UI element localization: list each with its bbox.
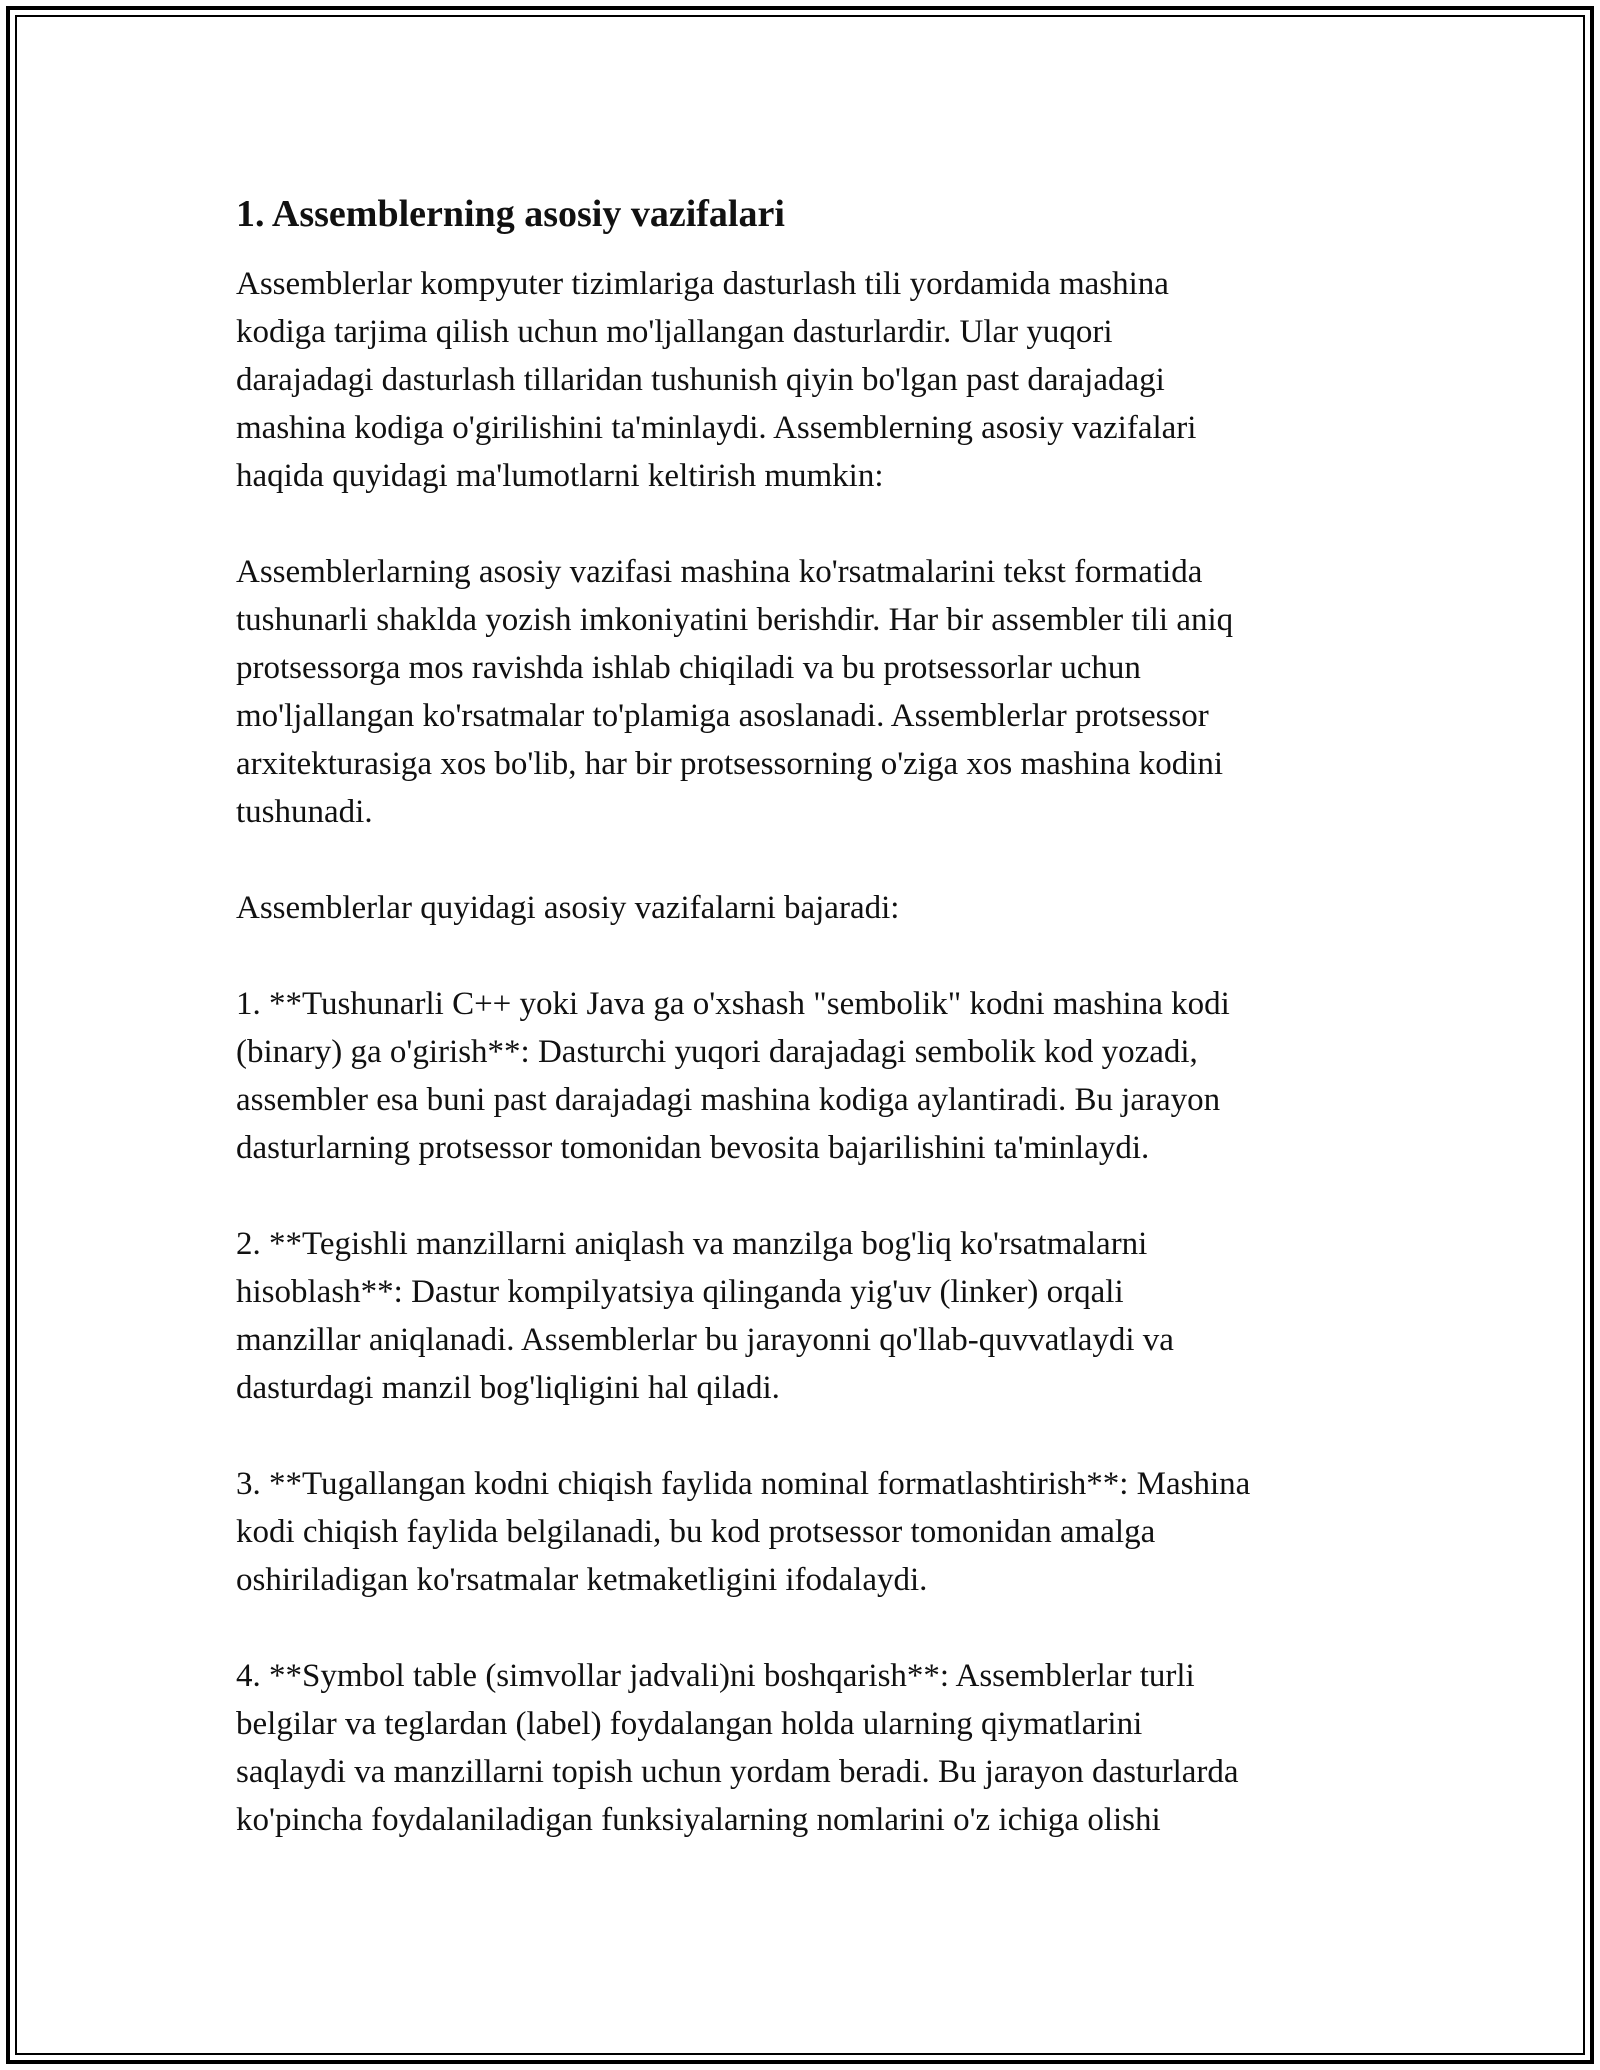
text-line: kodiga tarjima qilish uchun mo'ljallangan dasturlardir. Ular yuqori <box>236 314 1113 350</box>
text-line: (binary) ga o'girish**: Dasturchi yuqori darajadagi sembolik kod yozadi, <box>236 1034 1198 1070</box>
text-line: 4. **Symbol table (simvollar jadvali)ni boshqarish**: Assemblerlar turli <box>236 1658 1195 1694</box>
text-line: 2. **Tegishli manzillarni aniqlash va manzilga bog'liq ko'rsatmalarni <box>236 1226 1148 1262</box>
text-line: Assemblerlar kompyuter tizimlariga dasturlash tili yordamida mashina <box>236 266 1169 302</box>
text-line: assembler esa buni past darajadagi mashina kodiga aylantiradi. Bu jarayon <box>236 1082 1221 1118</box>
section-heading: 1. Assemblerning asosiy vazifalari <box>236 193 785 235</box>
text-line: Assemblerlar quyidagi asosiy vazifalarni bajaradi: <box>236 890 900 926</box>
text-line: tushunadi. <box>236 794 373 830</box>
main-function-paragraph <box>236 548 1376 836</box>
intro-paragraph <box>236 260 1376 500</box>
text-line: 3. **Tugallangan kodni chiqish faylida nominal formatlashtirish**: Mashina <box>236 1466 1251 1502</box>
list-item-2 <box>236 1220 1376 1412</box>
text-line: saqlaydi va manzillarni topish uchun yordam beradi. Bu jarayon dasturlarda <box>236 1754 1239 1790</box>
text-line: hisoblash**: Dastur kompilyatsiya qilinganda yig'uv (linker) orqali <box>236 1274 1124 1310</box>
text-line: mo'ljallangan ko'rsatmalar to'plamiga asoslanadi. Assemblerlar protsessor <box>236 698 1209 734</box>
text-line: dasturdagi manzil bog'liqligini hal qiladi. <box>236 1370 780 1406</box>
list-item-4 <box>236 1652 1376 1844</box>
list-intro-paragraph <box>236 884 1376 932</box>
list-item-1 <box>236 980 1376 1172</box>
text-line: arxitekturasiga xos bo'lib, har bir protsessorning o'ziga xos mashina kodini <box>236 746 1224 782</box>
text-line: tushunarli shaklda yozish imkoniyatini berishdir. Har bir assembler tili aniq <box>236 602 1234 638</box>
text-line: darajadagi dasturlash tillaridan tushunish qiyin bo'lgan past darajadagi <box>236 362 1165 398</box>
text-line: 1. **Tushunarli C++ yoki Java ga o'xshash "sembolik" kodni mashina kodi <box>236 986 1230 1022</box>
list-item-3 <box>236 1460 1376 1604</box>
text-line: protsessorga mos ravishda ishlab chiqiladi va bu protsessorlar uchun <box>236 650 1141 686</box>
text-line: oshiriladigan ko'rsatmalar ketmaketligini ifodalaydi. <box>236 1562 928 1598</box>
document-body <box>236 188 1376 1892</box>
text-line: haqida quyidagi ma'lumotlarni keltirish mumkin: <box>236 458 884 494</box>
text-line: belgilar va teglardan (label) foydalangan holda ularning qiymatlarini <box>236 1706 1143 1742</box>
text-line: Assemblerlarning asosiy vazifasi mashina ko'rsatmalarini tekst formatida <box>236 554 1203 590</box>
text-line: kodi chiqish faylida belgilanadi, bu kod protsessor tomonidan amalga <box>236 1514 1156 1550</box>
text-line: ko'pincha foydalaniladigan funksiyalarning nomlarini o'z ichiga olishi <box>236 1802 1161 1838</box>
text-line: dasturlarning protsessor tomonidan bevosita bajarilishini ta'minlaydi. <box>236 1130 1150 1166</box>
text-line: mashina kodiga o'girilishini ta'minlaydi. Assemblerning asosiy vazifalari <box>236 410 1197 446</box>
text-line: manzillar aniqlanadi. Assemblerlar bu jarayonni qo'llab-quvvatlaydi va <box>236 1322 1174 1358</box>
